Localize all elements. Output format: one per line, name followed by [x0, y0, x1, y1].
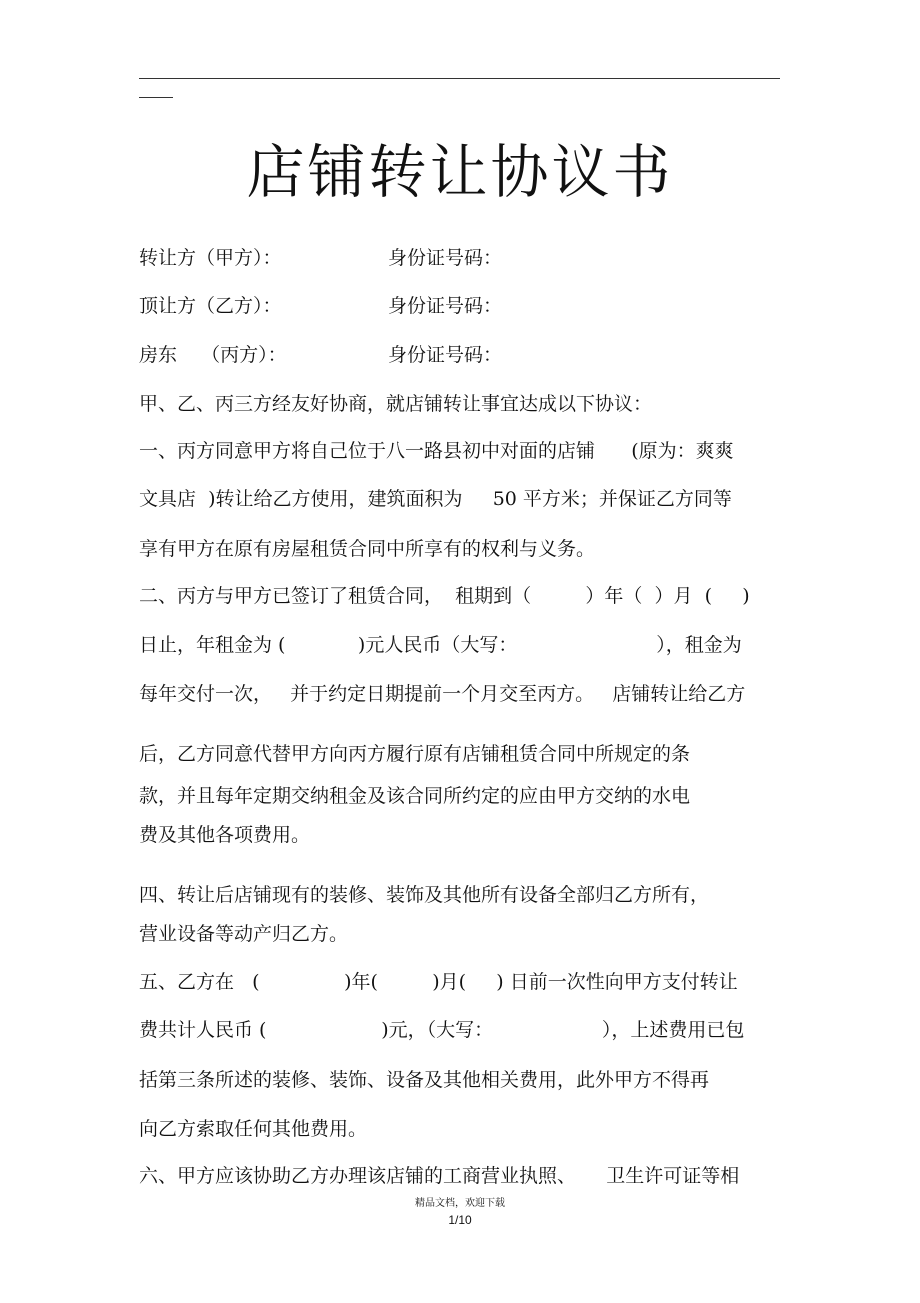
header-rule: [139, 78, 780, 79]
text-line: 享有甲方在原有房屋租赁合同中所享有的权利与义务。: [139, 538, 596, 560]
text-line: 四、转让后店铺现有的装修、装饰及其他所有设备全部归乙方所有，: [139, 884, 710, 906]
intro-paragraph: 甲、乙、丙三方经友好协商，就店铺转让事宜达成以下协议：: [139, 393, 653, 415]
party-label: 转让方（甲方）：: [139, 247, 282, 269]
text-line: 后，乙方同意代替甲方向丙方履行原有店铺租赁合同中所规定的条: [139, 743, 691, 765]
text-line: 款，并且每年定期交纳租金及该合同所约定的应由甲方交纳的水电: [139, 785, 691, 807]
header-rule-short: [139, 97, 173, 98]
text-line: 向乙方索取任何其他费用。: [139, 1118, 368, 1140]
text-line: 每年交付一次， 并于约定日期提前一个月交至丙方。 店铺转让给乙方: [139, 683, 746, 705]
text-line: 二、丙方与甲方已签订了租赁合同， 租期到（ ）年（ ）月 ( ): [139, 585, 750, 607]
party-id-label: 身份证号码：: [388, 247, 503, 269]
party-label: 顶让方（乙方）：: [139, 295, 282, 317]
party-label: 房东 （丙方）：: [139, 344, 287, 366]
party-id-label: 身份证号码：: [388, 295, 503, 317]
footer-note: 精品文档，欢迎下载: [415, 1198, 505, 1209]
text-line: 费及其他各项费用。: [139, 824, 311, 846]
text-line: 费共计人民币 ( )元，（大写： ），上述费用已包: [139, 1019, 745, 1041]
text-line: 日止，年租金为 ( )元人民币（大写： ），租金为: [139, 634, 742, 656]
text-line: 五、乙方在 ( )年( )月( ) 日前一次性向甲方支付转让: [139, 971, 738, 993]
text-line: 营业设备等动产归乙方。: [139, 923, 349, 945]
text-line: 六、甲方应该协助乙方办理该店铺的工商营业执照、 卫生许可证等相: [139, 1165, 740, 1187]
party-id-label: 身份证号码：: [388, 344, 503, 366]
text-line: 括第三条所述的装修、装饰、设备及其他相关费用，此外甲方不得再: [139, 1069, 710, 1091]
page-title: 店铺转让协议书: [246, 138, 674, 206]
text-line: 文具店 )转让给乙方使用，建筑面积为 50 平方米；并保证乙方同等: [139, 488, 732, 510]
text-line: 一、丙方同意甲方将自己位于八一路县初中对面的店铺 (原为：爽爽: [139, 440, 734, 462]
page-number: 1/10: [448, 1213, 472, 1227]
